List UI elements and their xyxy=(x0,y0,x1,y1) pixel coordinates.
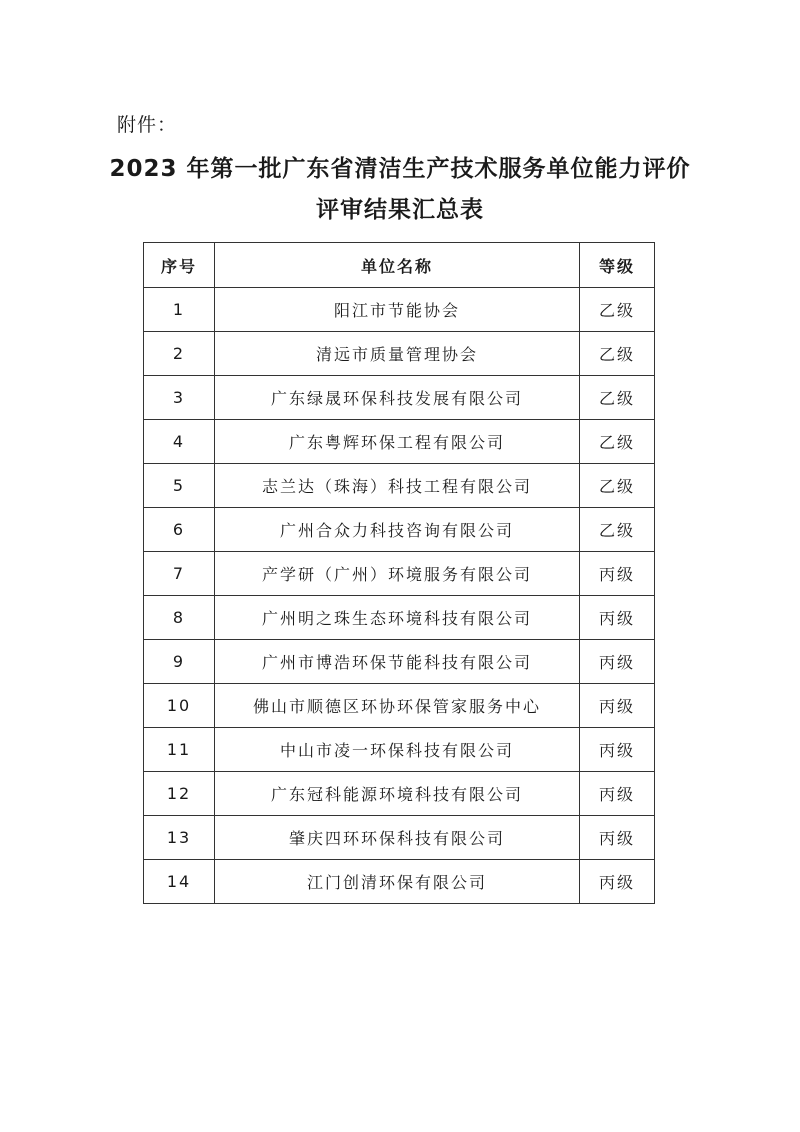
column-header-grade: 等级 xyxy=(580,243,655,288)
row-number-cell: 8 xyxy=(144,596,215,640)
grade-cell: 丙级 xyxy=(580,596,655,640)
column-header-number: 序号 xyxy=(144,243,215,288)
row-number-cell: 5 xyxy=(144,464,215,508)
grade-cell: 乙级 xyxy=(580,288,655,332)
grade-cell: 丙级 xyxy=(580,552,655,596)
unit-name-cell: 广东粤辉环保工程有限公司 xyxy=(215,420,580,464)
unit-name-cell: 广东冠科能源环境科技有限公司 xyxy=(215,772,580,816)
grade-cell: 乙级 xyxy=(580,420,655,464)
results-table xyxy=(143,242,655,904)
unit-name-cell: 志兰达（珠海）科技工程有限公司 xyxy=(215,464,580,508)
row-number-cell: 13 xyxy=(144,816,215,860)
table-row xyxy=(144,552,655,596)
grade-cell: 乙级 xyxy=(580,464,655,508)
table-row xyxy=(144,332,655,376)
unit-name-cell: 产学研（广州）环境服务有限公司 xyxy=(215,552,580,596)
row-number-cell: 1 xyxy=(144,288,215,332)
grade-cell: 乙级 xyxy=(580,332,655,376)
table-row xyxy=(144,508,655,552)
grade-cell: 丙级 xyxy=(580,772,655,816)
grade-cell: 丙级 xyxy=(580,684,655,728)
unit-name-cell: 阳江市节能协会 xyxy=(215,288,580,332)
grade-cell: 丙级 xyxy=(580,728,655,772)
table-row xyxy=(144,772,655,816)
attachment-label: 附件： xyxy=(117,114,178,136)
table-header-row xyxy=(144,243,655,288)
unit-name-cell: 佛山市顺德区环协环保管家服务中心 xyxy=(215,684,580,728)
row-number-cell: 7 xyxy=(144,552,215,596)
grade-cell: 乙级 xyxy=(580,508,655,552)
table-row xyxy=(144,728,655,772)
unit-name-cell: 肇庆四环环保科技有限公司 xyxy=(215,816,580,860)
table-row xyxy=(144,816,655,860)
unit-name-cell: 广州合众力科技咨询有限公司 xyxy=(215,508,580,552)
table-row xyxy=(144,640,655,684)
table-row xyxy=(144,288,655,332)
table-row xyxy=(144,376,655,420)
row-number-cell: 2 xyxy=(144,332,215,376)
row-number-cell: 4 xyxy=(144,420,215,464)
row-number-cell: 3 xyxy=(144,376,215,420)
row-number-cell: 10 xyxy=(144,684,215,728)
grade-cell: 丙级 xyxy=(580,816,655,860)
row-number-cell: 11 xyxy=(144,728,215,772)
row-number-cell: 12 xyxy=(144,772,215,816)
column-header-unit-name: 单位名称 xyxy=(215,243,580,288)
unit-name-cell: 广州明之珠生态环境科技有限公司 xyxy=(215,596,580,640)
unit-name-cell: 广州市博浩环保节能科技有限公司 xyxy=(215,640,580,684)
unit-name-cell: 中山市凌一环保科技有限公司 xyxy=(215,728,580,772)
row-number-cell: 6 xyxy=(144,508,215,552)
document-title-line-2: 评审结果汇总表 xyxy=(316,197,484,223)
table-row xyxy=(144,464,655,508)
grade-cell: 丙级 xyxy=(580,640,655,684)
row-number-cell: 9 xyxy=(144,640,215,684)
table-row xyxy=(144,860,655,904)
table-row xyxy=(144,684,655,728)
unit-name-cell: 清远市质量管理协会 xyxy=(215,332,580,376)
grade-cell: 丙级 xyxy=(580,860,655,904)
table-row xyxy=(144,596,655,640)
row-number-cell: 14 xyxy=(144,860,215,904)
grade-cell: 乙级 xyxy=(580,376,655,420)
table-row xyxy=(144,420,655,464)
unit-name-cell: 广东绿晟环保科技发展有限公司 xyxy=(215,376,580,420)
unit-name-cell: 江门创清环保有限公司 xyxy=(215,860,580,904)
document-title-line-1: 2023 年第一批广东省清洁生产技术服务单位能力评价 xyxy=(109,156,691,182)
